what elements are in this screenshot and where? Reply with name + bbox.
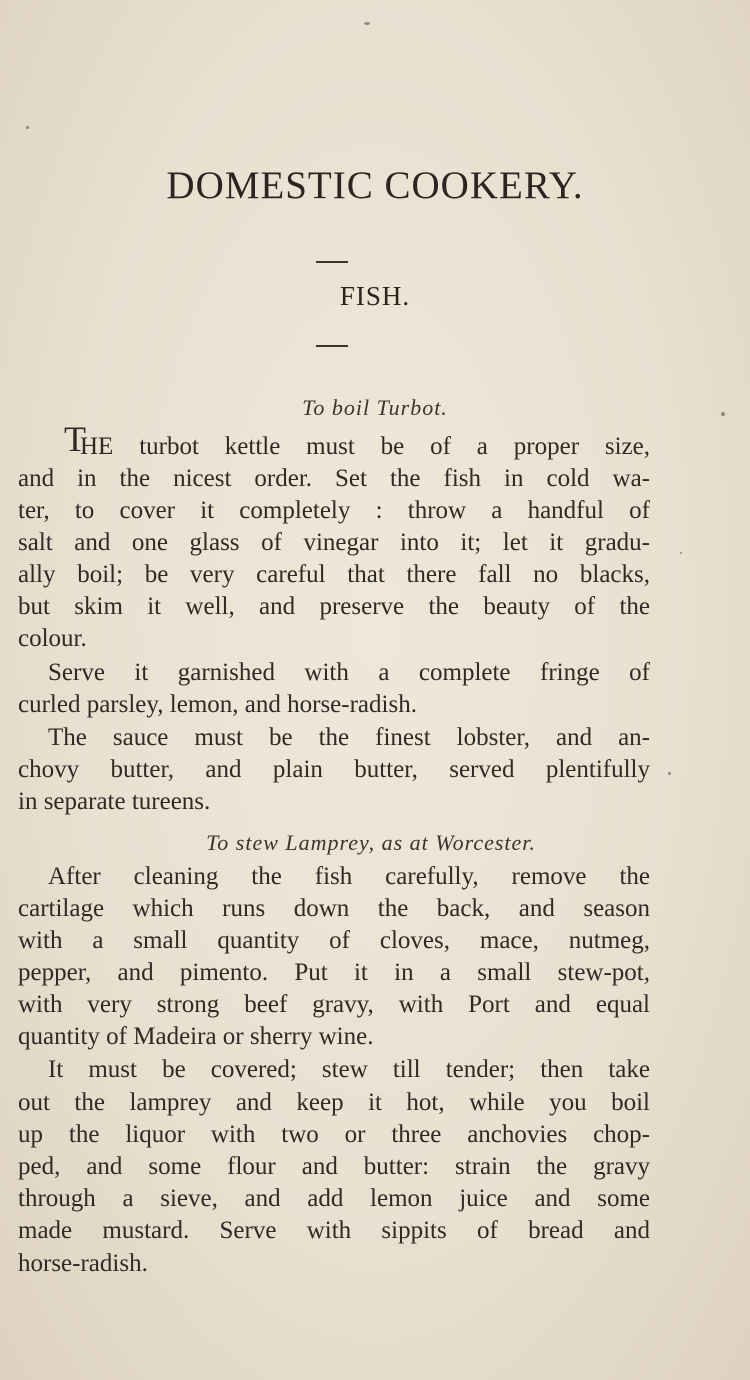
recipe-line: ally boil; be very careful that there fall no blacks, [18, 561, 650, 588]
paper-speck [680, 552, 682, 554]
recipe-line: but skim it well, and preserve the beauty of the [18, 593, 650, 620]
section-heading: FISH. [339, 281, 411, 311]
recipe-line: in separate tureens. [18, 788, 211, 815]
divider-rule [316, 345, 348, 347]
page-title: DOMESTIC COOKERY. [166, 164, 584, 207]
recipe-heading-turbot: To boil Turbot. [302, 395, 448, 420]
recipe-line: cartilage which runs down the back, and season [18, 895, 650, 922]
recipe-heading-lamprey: To stew Lamprey, as at Worcester. [206, 830, 536, 855]
recipe-line: with very strong beef gravy, with Port and equal [18, 991, 650, 1018]
recipe-line: ter, to cover it completely : throw a handful of [18, 497, 650, 524]
recipe-line: pepper, and pimento. Put it in a small stew-pot, [18, 959, 650, 986]
recipe-line-text: HE turbot kettle must be of a proper size, [80, 433, 650, 460]
paper-speck [668, 772, 671, 775]
recipe-line: ped, and some flour and butter: strain the gravy [18, 1153, 650, 1180]
recipe-line: The sauce must be the finest lobster, and an- [48, 724, 650, 751]
drop-cap: T [64, 419, 86, 459]
paper-speck [26, 126, 29, 129]
recipe-line: with a small quantity of cloves, mace, nutmeg, [18, 927, 650, 954]
recipe-line: curled parsley, lemon, and horse-radish. [18, 691, 417, 718]
recipe-line: out the lamprey and keep it hot, while you boil [18, 1089, 650, 1116]
recipe-line: up the liquor with two or three anchovies chop- [18, 1121, 650, 1148]
recipe-line: quantity of Madeira or sherry wine. [18, 1023, 374, 1050]
recipe-line: Serve it garnished with a complete fringe of [48, 659, 650, 686]
recipe-line: horse-radish. [18, 1250, 148, 1277]
recipe-line: chovy butter, and plain butter, served plentifully [18, 756, 650, 783]
recipe-line: made mustard. Serve with sippits of bread and [18, 1217, 650, 1244]
recipe-line [64, 419, 650, 463]
recipe-line: through a sieve, and add lemon juice and some [18, 1185, 650, 1212]
divider-rule [316, 261, 348, 263]
recipe-line: After cleaning the fish carefully, remove the [48, 863, 650, 890]
paper-speck [364, 22, 370, 25]
recipe-line: and in the nicest order. Set the fish in cold wa- [18, 465, 650, 492]
recipe-line: colour. [18, 625, 87, 652]
recipe-line: It must be covered; stew till tender; then take [48, 1056, 650, 1083]
recipe-line: salt and one glass of vinegar into it; let it gradu- [18, 529, 650, 556]
